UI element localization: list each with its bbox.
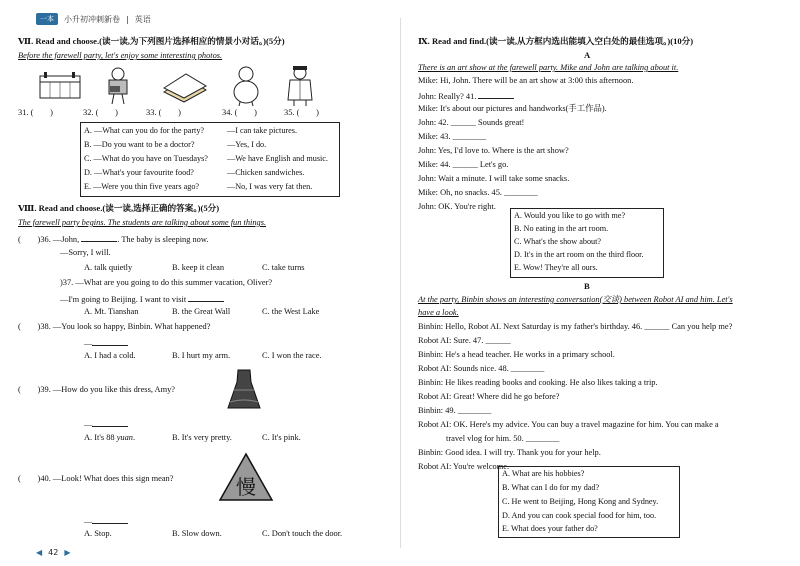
dialog-a-line-1: Mike: Hi, John. There will be an art show at 3:00 this afternoon. <box>418 76 634 85</box>
sec9-box-a <box>510 208 664 278</box>
dialog-b-line-10: Binbin: Good idea. I will try. Thank you for your help. <box>418 448 601 457</box>
sec7-pictures <box>36 64 326 106</box>
sec9-part-a: A <box>584 50 591 60</box>
q39-option-a-text: A. It's 88 <box>84 433 117 442</box>
dialog-b-line-6: Robot AI: Great! Where did he go before? <box>418 392 560 401</box>
q38-dash: — <box>84 339 93 348</box>
q38-option-a[interactable]: A. I had a cold. <box>84 351 136 360</box>
box-a-opt-a: A. Would you like to go with me? <box>514 211 626 220</box>
sec7-opt-a: A. —What can you do for the party? <box>84 126 205 135</box>
boy-camera-icon <box>109 68 127 104</box>
dialog-b-line-8: Robot AI: OK. Here's my advice. You can buy a travel magazine for him. You can make a <box>418 420 719 429</box>
q40-option-c[interactable]: C. Don't touch the door. <box>262 529 343 538</box>
q36-blank[interactable] <box>81 233 117 242</box>
sandwich-icon <box>164 74 206 102</box>
q36-stem-end: . The baby is sleeping now. <box>117 235 209 244</box>
q40-option-a[interactable]: A. Stop. <box>84 529 112 538</box>
q37-blank[interactable] <box>188 293 224 302</box>
dialog-a-line-2 <box>418 90 514 102</box>
q38-option-b[interactable]: B. I hurt my arm. <box>172 351 231 360</box>
dialog-b-line-3: Binbin: He's a head teacher. He works in a primary school. <box>418 350 615 359</box>
sec8-intro: The farewell party begins. The students are talking about some fun things. <box>18 218 267 227</box>
sec8-title: Ⅷ. Read and choose.(读一读,选择正确的答案。)(5分) <box>18 203 220 213</box>
book-title: 小升初冲刺新卷 <box>64 14 120 24</box>
sec9-intro-a: There is an art show at the farewell party. Mike and John are talking about it. <box>418 63 679 72</box>
q40-option-b[interactable]: B. Slow down. <box>172 529 222 538</box>
sec9-intro-b-1: At the party, Binbin shows an interesting conversation(交谈) between Robot AI and him. Let's <box>418 295 733 304</box>
calendar-icon <box>40 72 80 98</box>
q38-blank[interactable] <box>92 337 128 346</box>
q33-label: 33. ( ) <box>146 108 181 117</box>
sec9-intro-b-2: have a look. <box>418 308 459 317</box>
dialog-a-line-9: Mike: Oh, no snacks. 45. ________ <box>418 188 538 197</box>
dialog-b-line-7: Binbin: 49. ________ <box>418 406 492 415</box>
slow-sign-icon <box>218 452 274 502</box>
sec7-title: Ⅶ. Read and choose.(读一读,为下列图片选择相应的情景小对话。)(5分) <box>18 36 285 46</box>
q37-line2-text: —I'm going to Beijing. I want to visit <box>60 295 189 304</box>
q39-option-a-unit: yuan <box>116 433 133 442</box>
q40-dash: — <box>84 517 93 526</box>
header-separator: | <box>126 14 129 24</box>
q36-option-c[interactable]: C. take turns <box>262 263 305 272</box>
dress-icon <box>224 368 264 412</box>
q41-blank[interactable] <box>478 90 514 99</box>
sec7-ans-c: —We have English and music. <box>227 154 328 163</box>
subject-label: 英语 <box>134 14 151 24</box>
box-b-opt-e: E. What does your father do? <box>502 524 598 533</box>
box-b-opt-b: B. What can I do for my dad? <box>502 483 600 492</box>
q35-label: 35. ( ) <box>284 108 319 117</box>
q40-answer-line <box>84 515 128 527</box>
q40-blank[interactable] <box>92 515 128 524</box>
fat-boy-icon <box>234 67 258 106</box>
dialog-a-line-6: John: Yes, I'd love to. Where is the art show? <box>418 146 569 155</box>
q36-reply: —Sorry, I will. <box>60 248 111 257</box>
page-number: 42 <box>48 548 59 557</box>
sec7-opt-e: E. —Were you thin five years ago? <box>84 182 200 191</box>
q37-option-a[interactable]: A. Mt. Tianshan <box>84 307 139 316</box>
sec7-opt-d: D. —What's your favourite food? <box>84 168 194 177</box>
q36-option-b[interactable]: B. keep it clean <box>172 263 225 272</box>
dialog-a-line-4: John: 42. ______ Sounds great! <box>418 118 525 127</box>
dialog-a-line-3: Mike: It's about our pictures and handworks(手工作品). <box>418 104 607 113</box>
sec7-opt-b: B. —Do you want to be a doctor? <box>84 140 195 149</box>
dialog-a-line-8: John: Wait a minute. I will take some snacks. <box>418 174 570 183</box>
page-footer <box>36 548 71 557</box>
sec7-ans-a: —I can take pictures. <box>227 126 298 135</box>
sec9-title: Ⅸ. Read and find.(读一读,从方框内选出能填入空白处的最佳选项。)(10分) <box>418 36 694 46</box>
q36-stem <box>18 233 208 245</box>
box-a-opt-d: D. It's in the art room on the third floor. <box>514 250 644 259</box>
sec7-intro: Before the farewell party, let's enjoy some interesting photos. <box>18 51 223 60</box>
dialog-b-line-11: Robot AI: You're welcome. <box>418 462 510 471</box>
q38-stem: ( )38. —You look so happy, Binbin. What happened? <box>18 322 211 331</box>
next-page-icon[interactable]: ▶ <box>64 548 71 557</box>
q39-option-a[interactable] <box>84 433 135 443</box>
sec9-box-b <box>498 466 680 538</box>
sec7-opt-c: C. —What do you have on Tuesdays? <box>84 154 208 163</box>
q39-option-a-end: . <box>132 433 136 442</box>
q39-dash: — <box>84 420 93 429</box>
q36-option-a[interactable]: A. talk quietly <box>84 263 133 272</box>
sec7-ans-d: —Chicken sandwiches. <box>227 168 305 177</box>
q39-blank[interactable] <box>92 418 128 427</box>
q38-option-c[interactable]: C. I won the race. <box>262 351 322 360</box>
box-b-opt-a: A. What are his hobbies? <box>502 469 585 478</box>
q39-stem: ( )39. —How do you like this dress, Amy? <box>18 385 176 394</box>
sec7-ans-e: —No, I was very fat then. <box>227 182 313 191</box>
q36-stem-start: ( )36. —John, <box>18 235 82 244</box>
box-b-opt-c: C. He went to Beijing, Hong Kong and Sydney. <box>502 497 659 506</box>
dialog-a-line-2-text: John: Really? 41. <box>418 92 479 101</box>
dialog-b-line-9: travel vlog for him. 50. ________ <box>446 434 560 443</box>
q37-option-c[interactable]: C. the West Lake <box>262 307 320 316</box>
q37-line2 <box>60 293 224 305</box>
q39-answer-line <box>84 418 128 430</box>
box-a-opt-c: C. What's the show about? <box>514 237 602 246</box>
q38-answer-line <box>84 337 128 349</box>
dialog-a-line-7: Mike: 44. ______ Let's go. <box>418 160 509 169</box>
dialog-a-line-10: John: OK. You're right. <box>418 202 496 211</box>
q39-option-b[interactable]: B. It's very pretty. <box>172 433 232 442</box>
q37-stem: )37. —What are you going to do this summer vacation, Oliver? <box>60 278 273 287</box>
sec7-ans-b: —Yes, I do. <box>227 140 267 149</box>
dialog-b-line-5: Binbin: He likes reading books and cooking. He also likes taking a trip. <box>418 378 658 387</box>
q34-label: 34. ( ) <box>222 108 257 117</box>
dialog-b-line-2: Robot AI: Sure. 47. ______ <box>418 336 511 345</box>
sec7-option-box <box>80 122 340 197</box>
box-b-opt-d: D. And you can cook special food for him, too. <box>502 511 657 520</box>
q40-stem: ( )40. —Look! What does this sign mean? <box>18 474 174 483</box>
q32-label: 32. ( ) <box>83 108 118 117</box>
dialog-a-line-5: Mike: 43. ________ <box>418 132 487 141</box>
sign-character: 慢 <box>236 475 256 499</box>
box-a-opt-b: B. No eating in the art room. <box>514 224 609 233</box>
prev-page-icon[interactable]: ◀ <box>36 548 43 557</box>
q39-option-c[interactable]: C. It's pink. <box>262 433 301 442</box>
page-header <box>36 12 151 26</box>
page-gutter <box>400 18 401 548</box>
doctor-icon <box>288 66 312 106</box>
book-badge: 一本 <box>36 13 58 25</box>
dialog-b-line-1: Binbin: Hello, Robot AI. Next Saturday is my father's birthday. 46. ______ Can you help me? <box>418 322 733 331</box>
q37-option-b[interactable]: B. the Great Wall <box>172 307 231 316</box>
dialog-b-line-4: Robot AI: Sounds nice. 48. ________ <box>418 364 545 373</box>
box-a-opt-e: E. Wow! They're all ours. <box>514 263 598 272</box>
sec9-part-b: B <box>584 281 590 291</box>
q31-label: 31. ( ) <box>18 108 53 117</box>
